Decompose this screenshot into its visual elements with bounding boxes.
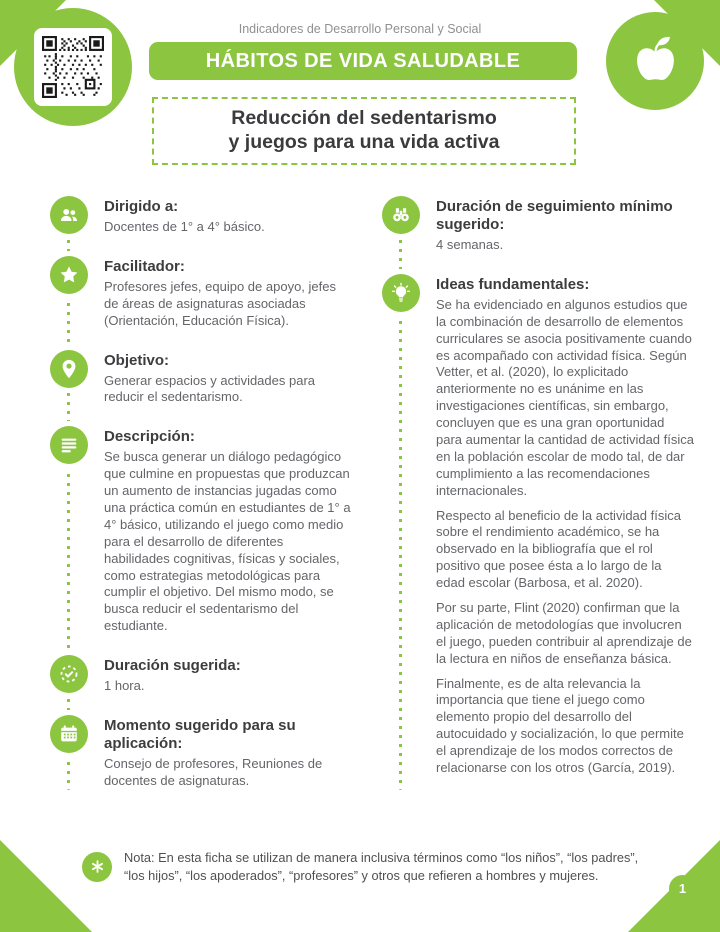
section-ideas (382, 274, 694, 777)
note-text: Nota: En esta ficha se utilizan de manera inclusiva términos como “los niños”, “los padres”, “los hijos”, “los apoderados”, “profesores” y otros que refieren a hombres y mujeres. (124, 850, 639, 883)
map-pin-icon (50, 350, 88, 388)
page-title-line1: Reducción del sedentarismo (231, 107, 497, 129)
section-text (104, 715, 352, 790)
section-body: Generar espacios y actividades para reducir el sedentarismo. (104, 372, 316, 405)
inclusive-language-note (82, 849, 662, 884)
section-body: 1 hora. (104, 678, 145, 694)
section-paragraph: Se ha evidenciado en algunos estudios que la combinación de desarrollo de elementos curriculares se asocia positivamente cuando es acompañado con actividad física. Según Vetter, et al. (2020), lo explicitado anteriormente no es unánime en las investigaciones científicas, sin embargo, concluyen que es una gran oportunidad para aumentar la cantidad de actividad física en la población escolar de modo tal, de dar cumplimiento a las recomendaciones internacionales. (436, 296, 694, 498)
page-title-line2: y juegos para una vida activa (228, 130, 500, 153)
section-heading: Ideas fundamentales: (436, 275, 590, 293)
section-text (436, 196, 694, 254)
series-kicker: Indicadores de Desarrollo Personal y Social (238, 22, 482, 36)
page-number-badge: 1 (669, 875, 696, 902)
section-paragraph: Respecto al beneficio de la actividad física sobre el rendimiento académico, se ha observado en la bibliografía que el rol positivo que posee ésta a lo largo de la edad escolar (Barbosa, et al. 2020). (436, 507, 681, 591)
section-momento (50, 715, 352, 790)
timer-check-icon (50, 655, 88, 693)
section-text (436, 274, 694, 777)
title-box (152, 97, 576, 165)
section-body: Consejo de profesores, Reuniones de docentes de asignaturas. (104, 756, 323, 788)
content-columns (50, 196, 694, 810)
section-body: Se busca generar un diálogo pedagógico que culmine en propuestas que produzcan un aumento de instancias jugadas como una práctica común en estudiantes de 1° a 4° básico, utilizando el juego como medio para el desarrollo de diferentes habilidades cognitivas, físicas y sociales, como estrategias metodológicas para cumplir el objetivo. Del mismo modo, se busca reducir el sedentarismo del estudiante. (104, 449, 351, 634)
asterisk-icon (82, 852, 112, 882)
section-heading: Momento sugerido para su aplicación: (104, 717, 296, 753)
section-dirigido (50, 196, 352, 236)
section-body: Docentes de 1° a 4° básico. (104, 219, 265, 234)
qr-badge (14, 8, 132, 126)
section-banner: HÁBITOS DE VIDA SALUDABLE (149, 42, 577, 80)
section-facilitador (50, 256, 352, 330)
lightbulb-icon (382, 274, 420, 312)
section-body: 4 semanas. (436, 237, 504, 252)
section-paragraph: Por su parte, Flint (2020) confirman que la aplicación de metodologías que involucren el juego, pueden contribuir al aprendizaje de la lectura en niños de enseñanza básica. (436, 600, 692, 666)
section-text (104, 196, 265, 236)
section-seguimiento (382, 196, 694, 254)
section-text (104, 426, 352, 635)
apple-icon (606, 12, 704, 110)
section-heading: Duración de seguimiento mínimo sugerido: (436, 198, 673, 233)
section-heading: Objetivo: (104, 351, 170, 369)
binoculars-icon (382, 196, 420, 234)
corner-decoration-bottom-left (0, 840, 92, 932)
section-paragraph: Finalmente, es de alta relevancia la importancia que tiene el juego como elemento propio del desarrollo del autocuidado y socialización, lo que permite el aprendizaje de los modos correctos de relacionarse con los otros (García, 2019). (436, 675, 684, 776)
text-lines-icon (50, 426, 88, 464)
section-heading: Facilitador: (104, 257, 185, 275)
section-heading: Duración sugerida: (104, 657, 241, 675)
section-heading: Dirigido a: (104, 198, 179, 215)
section-body: Profesores jefes, equipo de apoyo, jefes de áreas de asignaturas asociadas (Orientación, Educación Física). (104, 278, 336, 328)
section-duracion-sugerida (50, 655, 352, 695)
qr-code-icon (34, 28, 112, 106)
section-text (104, 256, 352, 330)
right-column (382, 196, 694, 810)
users-icon (50, 196, 88, 234)
section-descripcion (50, 426, 352, 635)
left-column (50, 196, 352, 810)
section-heading: Descripción: (104, 428, 195, 446)
star-icon (50, 256, 88, 294)
section-text (104, 350, 352, 407)
section-text (104, 655, 241, 695)
calendar-icon (50, 715, 88, 753)
section-objetivo (50, 350, 352, 407)
